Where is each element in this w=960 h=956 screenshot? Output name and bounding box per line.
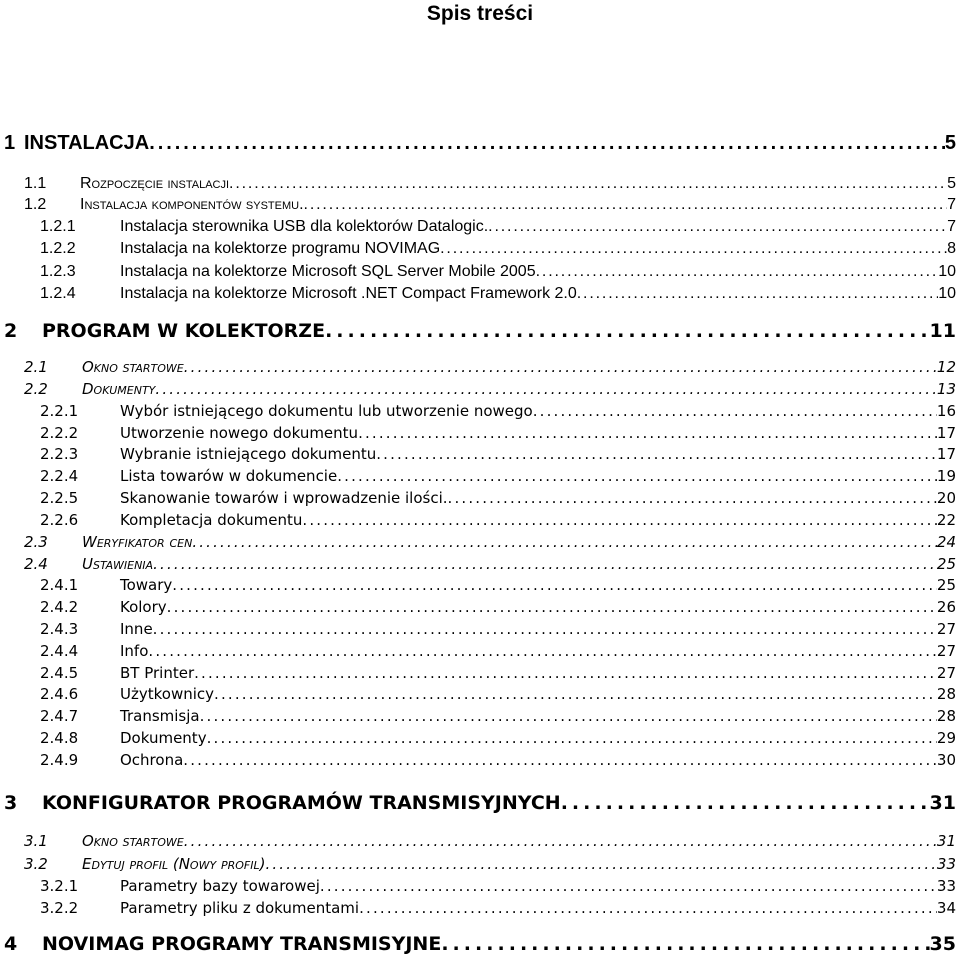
toc-entry-3[interactable]	[4, 792, 956, 814]
toc-title: Parametry pliku z dokumentami	[120, 899, 360, 917]
toc-number: 2.4.8	[40, 729, 79, 747]
toc-entry-2-2-5[interactable]	[40, 489, 956, 507]
toc-title: Ustawienia	[82, 555, 154, 573]
toc-page: 13	[936, 380, 956, 398]
toc-number: 2.2.2	[40, 424, 79, 442]
toc-title: Rozpoczęcie instalacji	[80, 175, 230, 192]
toc-page: 20	[936, 489, 956, 507]
dot-leader	[207, 729, 937, 747]
toc-title: Parametry bazy towarowej	[120, 877, 320, 895]
toc-entry-2-2-6[interactable]	[40, 511, 956, 529]
toc-page: 28	[936, 685, 956, 703]
toc-title: Instalacja komponentów systemu.	[80, 196, 304, 213]
toc-page: 19	[936, 467, 956, 485]
toc-page: 17	[936, 424, 956, 442]
dot-leader	[149, 132, 945, 155]
toc-number: 1.2.3	[40, 263, 76, 280]
dot-leader	[184, 358, 937, 376]
toc-title: Instalacja na kolektorze programu NOVIMAG	[120, 240, 441, 257]
toc-title: Kolory	[120, 598, 167, 616]
dot-leader	[265, 855, 936, 873]
toc-page: 5	[944, 132, 956, 154]
toc-title: Dokumenty	[82, 380, 156, 398]
dot-leader	[302, 511, 936, 529]
toc-page: 26	[936, 598, 956, 616]
toc-page: 33	[936, 855, 956, 873]
toc-number: 2.2.1	[40, 402, 79, 420]
dot-leader	[440, 240, 947, 258]
toc-number: 3.1	[24, 832, 48, 850]
toc-page: 7	[947, 218, 956, 235]
dot-leader	[194, 664, 937, 682]
dot-leader	[153, 620, 937, 638]
toc-entry-2-4-4[interactable]	[40, 642, 956, 660]
toc-page: 17	[936, 445, 956, 463]
toc-number: 1.1	[24, 175, 47, 192]
toc-title: Użytkownicy	[120, 685, 215, 703]
toc-number: 1.2.1	[40, 218, 76, 235]
toc-number: 2.4.5	[40, 664, 79, 682]
toc-entry-3-2-1[interactable]	[40, 877, 956, 895]
toc-title: BT Printer	[120, 664, 195, 682]
toc-page: 10	[938, 285, 956, 302]
toc-page: 27	[936, 620, 956, 638]
toc-title: Okno startowe	[82, 358, 184, 376]
toc-number: 4	[4, 933, 18, 955]
toc-number: 3	[4, 792, 18, 814]
toc-page: 7	[947, 196, 956, 213]
toc-entry-2-4-6[interactable]	[40, 685, 956, 703]
toc-number: 2.2.3	[40, 445, 79, 463]
toc-number: 2.2	[24, 380, 48, 398]
toc-title: Ochrona	[120, 751, 184, 769]
toc-title: Kompletacja dokumentu	[120, 511, 303, 529]
toc-title: Wybranie istniejącego dokumentu	[120, 445, 377, 463]
toc-title: Instalacja na kolektorze Microsoft SQL Server Mobile 2005	[120, 263, 536, 280]
toc-title: Edytuj profil (Nowy profil)	[82, 855, 266, 873]
toc-entry-2-4[interactable]	[24, 555, 956, 573]
toc-number: 3.2	[24, 855, 48, 873]
dot-leader	[320, 877, 937, 895]
toc-page: 5	[947, 175, 956, 192]
toc-number: 2.1	[24, 358, 48, 376]
toc-page: 25	[936, 555, 956, 573]
toc-entry-2-2-2[interactable]	[40, 424, 956, 442]
toc-number: 1.2.2	[40, 240, 76, 257]
toc-title: NOVIMAG PROGRAMY TRANSMISYJNE	[42, 933, 442, 955]
toc-page: 11	[929, 320, 956, 342]
toc-page: 12	[936, 358, 956, 376]
toc-entry-1-2-2[interactable]	[40, 240, 956, 258]
toc-entry-1-2[interactable]	[24, 196, 956, 214]
toc-title: Okno startowe	[82, 832, 184, 850]
dot-leader	[577, 285, 938, 303]
toc-entry-2-4-8[interactable]	[40, 729, 956, 747]
toc-page: 31	[929, 792, 956, 814]
dot-leader	[214, 685, 937, 703]
toc-entry-1[interactable]	[4, 132, 956, 155]
dot-leader	[155, 380, 937, 398]
toc-page: 27	[936, 664, 956, 682]
toc-page: 34	[936, 899, 956, 917]
toc-page: 8	[947, 240, 956, 257]
toc-entry-2-4-3[interactable]	[40, 620, 956, 638]
toc-page: 25	[936, 576, 956, 594]
toc-title: Lista towarów w dokumencie	[120, 467, 338, 485]
toc-page: 16	[936, 402, 956, 420]
toc-entry-2[interactable]	[4, 320, 956, 342]
toc-entry-2-2-3[interactable]	[40, 445, 956, 463]
toc-number: 2.4.6	[40, 685, 79, 703]
toc-page: 33	[936, 877, 956, 895]
toc-entry-1-2-4[interactable]	[40, 285, 956, 303]
toc-entry-2-3[interactable]	[24, 533, 956, 551]
dot-leader	[359, 899, 937, 917]
toc-title: Utworzenie nowego dokumentu	[120, 424, 359, 442]
toc-page: 22	[936, 511, 956, 529]
toc-entry-2-1[interactable]	[24, 358, 956, 376]
toc-number: 1.2	[24, 196, 47, 213]
dot-leader	[153, 555, 937, 573]
toc-page: 24	[936, 533, 956, 551]
toc-entry-2-4-9[interactable]	[40, 751, 956, 769]
toc-entry-2-2-4[interactable]	[40, 467, 956, 485]
toc-title: PROGRAM W KOLEKTORZE	[42, 320, 326, 342]
dot-leader	[376, 445, 937, 463]
toc-entry-1-2-3[interactable]	[40, 263, 956, 281]
toc-title: Transmisja	[120, 707, 200, 725]
toc-title: Inne	[120, 620, 153, 638]
toc-entry-3-2[interactable]	[24, 855, 956, 873]
toc-entry-3-1[interactable]	[24, 832, 956, 850]
toc-title: Skanowanie towarów i wprowadzenie ilości.	[120, 489, 448, 507]
dot-leader	[192, 533, 937, 551]
toc-entry-1-1[interactable]	[24, 175, 956, 193]
dot-leader	[167, 598, 937, 616]
toc-number: 3.2.2	[40, 899, 79, 917]
toc-number: 2.4.2	[40, 598, 79, 616]
toc-entry-3-2-2[interactable]	[40, 899, 956, 917]
toc-entry-2-4-5[interactable]	[40, 664, 956, 682]
toc-number: 2.4.1	[40, 576, 79, 594]
toc-page: 30	[936, 751, 956, 769]
dot-leader	[488, 218, 947, 236]
toc-number: 3.2.1	[40, 877, 79, 895]
toc-page: 28	[936, 707, 956, 725]
toc-number: 2.2.6	[40, 511, 79, 529]
toc-entry-4[interactable]	[4, 933, 956, 955]
dot-leader	[184, 832, 937, 850]
toc-page: 27	[936, 642, 956, 660]
dot-leader	[229, 175, 947, 193]
toc-title: Weryfikator cen	[82, 533, 193, 551]
toc-number: 2.4.9	[40, 751, 79, 769]
dot-leader	[304, 196, 948, 214]
toc-entry-2-4-7[interactable]	[40, 707, 956, 725]
page-title: Spis treści	[426, 2, 534, 25]
toc-number: 2.4	[24, 555, 48, 573]
toc-entry-2-4-1[interactable]	[40, 576, 956, 594]
toc-entry-2-2-1[interactable]	[40, 402, 956, 420]
toc-number: 2.2.5	[40, 489, 79, 507]
dot-leader	[337, 467, 937, 485]
toc-title: INSTALACJA	[24, 132, 150, 154]
toc-entry-1-2-1[interactable]	[40, 218, 956, 236]
toc-page: 10	[938, 263, 956, 280]
toc-page: 35	[929, 933, 956, 955]
dot-leader	[561, 792, 930, 814]
dot-leader	[148, 642, 937, 660]
toc-page: 29	[936, 729, 956, 747]
dot-leader	[358, 424, 937, 442]
dot-leader	[172, 576, 937, 594]
toc-entry-2-2[interactable]	[24, 380, 956, 398]
dot-leader	[448, 489, 937, 507]
dot-leader	[536, 263, 939, 281]
toc-title: Instalacja sterownika USB dla kolektorów Datalogic.	[120, 218, 489, 235]
toc-title: KONFIGURATOR PROGRAMÓW TRANSMISYJNYCH	[42, 792, 561, 814]
toc-title: Info	[120, 642, 149, 660]
toc-number: 2.4.3	[40, 620, 79, 638]
toc-title: Dokumenty	[120, 729, 207, 747]
toc-title: Instalacja na kolektorze Microsoft .NET Compact Framework 2.0	[120, 285, 577, 302]
dot-leader	[533, 402, 937, 420]
toc-number: 1	[4, 132, 16, 154]
toc-number: 2.4.4	[40, 642, 79, 660]
toc-number: 2	[4, 320, 18, 342]
toc-number: 2.3	[24, 533, 48, 551]
toc-entry-2-4-2[interactable]	[40, 598, 956, 616]
dot-leader	[200, 707, 937, 725]
dot-leader	[325, 320, 929, 342]
toc-page: 31	[936, 832, 956, 850]
toc-number: 1.2.4	[40, 285, 76, 302]
dot-leader	[441, 933, 929, 955]
dot-leader	[183, 751, 937, 769]
toc-number: 2.2.4	[40, 467, 79, 485]
toc-number: 2.4.7	[40, 707, 79, 725]
toc-title: Towary	[120, 576, 173, 594]
toc-title: Wybór istniejącego dokumentu lub utworzenie nowego	[120, 402, 533, 420]
